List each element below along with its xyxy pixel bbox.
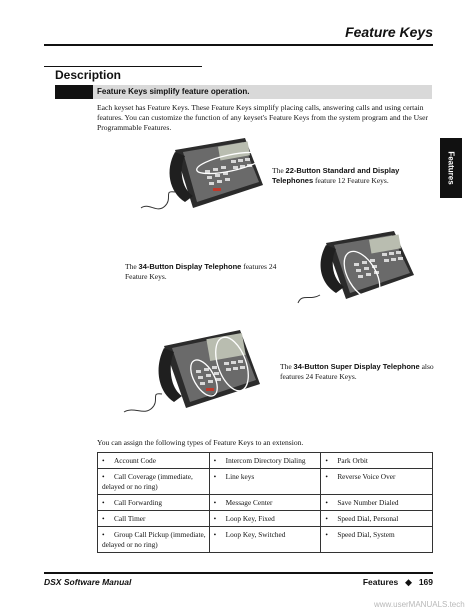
feature-key-name: Park Orbit	[337, 456, 368, 465]
table-cell	[98, 527, 210, 553]
table-cell	[321, 511, 433, 527]
feature-keys-table	[97, 452, 433, 553]
table-row	[98, 511, 433, 527]
header-rule	[44, 44, 433, 46]
bullet-icon: •	[102, 530, 105, 540]
feature-key-name: Call Timer	[114, 514, 146, 524]
bullet-icon: •	[325, 456, 328, 465]
phone-22-button-image	[135, 130, 270, 225]
bullet-icon: •	[102, 497, 105, 507]
bullet-icon: •	[213, 514, 217, 524]
table-row	[98, 469, 433, 495]
caption-suffix: feature 12 Feature Keys.	[313, 175, 389, 185]
caption-prefix: The	[280, 362, 294, 371]
caption-22-button	[272, 166, 422, 185]
caption-model-name: 22-Button Standard and Display Telephones	[272, 166, 400, 185]
phone-34-button-super-display-image	[120, 322, 270, 422]
bullet-icon: •	[102, 472, 105, 482]
bullet-icon: •	[213, 472, 217, 482]
table-cell	[209, 527, 321, 553]
table-cell	[209, 469, 321, 495]
diamond-icon: ◆	[405, 577, 412, 587]
caption-model-name: 34-Button Display Telephone	[138, 262, 242, 271]
feature-key-name: Reverse Voice Over	[337, 472, 396, 482]
footer-manual-title: DSX Software Manual	[44, 577, 132, 587]
side-tab-features[interactable]	[440, 138, 462, 198]
table-row	[98, 453, 433, 469]
table-row	[98, 494, 433, 510]
feature-key-name: Call Coverage (immediate, delayed or no ring)	[102, 472, 193, 491]
assign-instructions: You can assign the following types of Feature Keys to an extension.	[97, 438, 304, 447]
footer-section-label: Features	[362, 577, 399, 587]
table-cell	[321, 527, 433, 553]
feature-key-name: Message Center	[225, 497, 273, 507]
table-cell	[321, 494, 433, 510]
feature-key-name: Group Call Pickup (immediate, delayed or no ring)	[102, 530, 206, 549]
footer-rule	[44, 572, 433, 574]
bullet-icon: •	[102, 456, 105, 465]
feature-key-name: Save Number Dialed	[337, 497, 399, 507]
caption-34-button-super-display	[280, 362, 435, 381]
table-cell	[321, 469, 433, 495]
page-number: 169	[418, 577, 433, 587]
table-cell	[98, 494, 210, 510]
bullet-icon: •	[213, 456, 217, 465]
watermark: www.userMANUALS.tech	[374, 600, 465, 609]
feature-key-name: Loop Key, Switched	[225, 530, 286, 540]
footer-page-info	[320, 577, 433, 588]
table-cell	[209, 494, 321, 510]
subheading-bar-accent	[55, 85, 93, 99]
bullet-icon: •	[325, 497, 328, 507]
caption-34-button	[125, 262, 285, 281]
table-cell	[209, 453, 321, 469]
section-heading-rule	[44, 66, 202, 67]
feature-key-name: Speed Dial, Personal	[337, 514, 399, 524]
bullet-icon: •	[213, 530, 217, 540]
bullet-icon: •	[213, 497, 217, 507]
bullet-icon: •	[325, 472, 328, 482]
feature-key-name: Intercom Directory Dialing	[225, 456, 306, 465]
caption-suffix: also features 24 Feature Keys.	[280, 362, 434, 381]
feature-key-name: Speed Dial, System	[337, 530, 395, 540]
caption-model-name: 34-Button Super Display Telephone	[293, 362, 420, 371]
table-cell	[209, 511, 321, 527]
bullet-icon: •	[102, 514, 105, 524]
table-cell	[98, 469, 210, 495]
feature-key-name: Loop Key, Fixed	[225, 514, 275, 524]
caption-prefix: The	[272, 166, 286, 175]
feature-key-name: Call Forwarding	[114, 497, 163, 507]
page-title: Feature Keys	[345, 24, 433, 40]
feature-keys-table-body	[98, 453, 433, 553]
table-cell	[98, 453, 210, 469]
side-tab-label: Features	[446, 151, 456, 185]
caption-prefix: The	[125, 262, 139, 271]
table-cell	[321, 453, 433, 469]
bullet-icon: •	[325, 514, 328, 524]
phone-34-button-image	[290, 225, 420, 313]
section-heading: Description	[55, 68, 122, 82]
feature-key-name: Account Code	[114, 456, 156, 465]
feature-key-name: Line keys	[225, 472, 255, 482]
section-subheading: Feature Keys simplify feature operation.	[93, 85, 432, 99]
table-cell	[98, 511, 210, 527]
caption-suffix: features 24 Feature Keys.	[125, 262, 277, 281]
table-row	[98, 527, 433, 553]
bullet-icon: •	[325, 530, 328, 540]
intro-paragraph: Each keyset has Feature Keys. These Feature Keys simplify placing calls, answering calls and using certain features. You can customize the function of any keyset's Feature Keys from the system program and the User Programmable Features.	[97, 103, 428, 132]
